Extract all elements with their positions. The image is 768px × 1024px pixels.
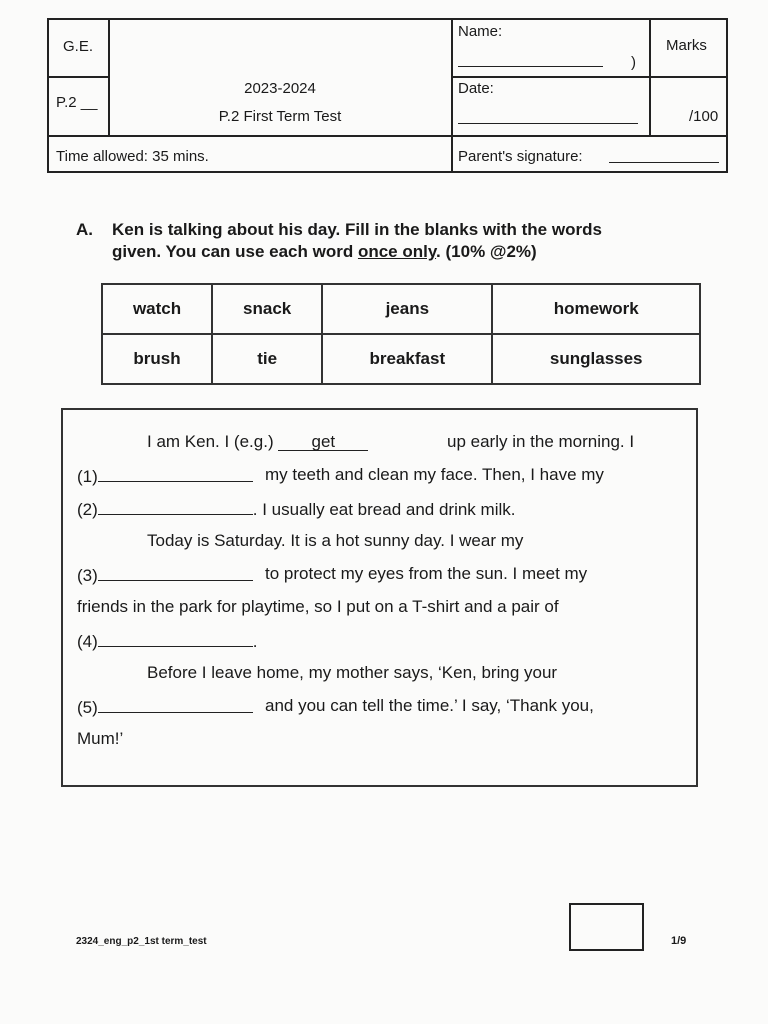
header-table (47, 18, 728, 173)
marks-total: /100 (689, 108, 719, 125)
blank-number: (2) (77, 500, 98, 519)
blank-4-field[interactable] (98, 630, 253, 647)
name-field[interactable] (458, 66, 603, 67)
passage-text: to protect my eyes from the sun. I meet my (265, 564, 588, 583)
word-bank-item: watch (102, 284, 212, 334)
passage-line (77, 498, 689, 520)
document-code: 2324_eng_p2_1st term_test (76, 936, 207, 947)
parent-signature-label: Parent's signature: (458, 148, 583, 165)
section-letter: A. (76, 220, 93, 239)
divider (49, 135, 726, 137)
passage-line (77, 564, 689, 586)
blank-number: (1) (77, 467, 98, 486)
word-bank-item: breakfast (322, 334, 492, 384)
instruction-text: given. You can use each word (112, 242, 358, 261)
word-bank-item: tie (212, 334, 322, 384)
divider (451, 76, 726, 78)
class-label: P.2 __ (56, 94, 98, 111)
word-bank-item: sunglasses (492, 334, 700, 384)
date-label: Date: (458, 80, 494, 97)
passage-text: . I usually eat bread and drink milk. (252, 500, 516, 519)
passage-text: friends in the park for playtime, so I put on a T-shirt and a pair of (77, 597, 559, 616)
parent-signature-field[interactable] (609, 162, 719, 163)
score-box[interactable] (569, 903, 644, 951)
blank-1-field[interactable] (98, 465, 253, 482)
once-only-emphasis: once only (357, 242, 437, 261)
passage-line (77, 696, 689, 718)
passage-text: my teeth and clean my face. Then, I have my (265, 465, 604, 484)
passage-line (77, 531, 689, 551)
passage-box (61, 408, 698, 787)
marks-label: Marks (666, 37, 707, 54)
instruction-marks: . (10% @2%) (436, 242, 537, 261)
divider (49, 76, 108, 78)
word-bank-item: brush (102, 334, 212, 384)
passage-text: up early in the morning. I (447, 432, 635, 451)
word-bank-row (102, 284, 700, 334)
divider (451, 20, 453, 171)
passage-text: Today is Saturday. It is a hot sunny day. I wear my (147, 531, 524, 550)
name-label: Name: (458, 23, 503, 40)
word-bank-item: jeans (322, 284, 492, 334)
blank-3-field[interactable] (98, 564, 253, 581)
time-allowed: Time allowed: 35 mins. (56, 148, 209, 165)
instruction-line-1: Ken is talking about his day. Fill in the blanks with the words (112, 220, 602, 239)
passage-text: Before I leave home, my mother says, ‘Ken, bring your (147, 663, 558, 682)
passage-line (77, 663, 689, 683)
instruction-line-2 (112, 241, 537, 263)
passage-line (77, 729, 689, 749)
blank-2-field[interactable] (98, 498, 253, 515)
test-title: P.2 First Term Test (218, 108, 342, 125)
name-paren: ) (631, 54, 636, 71)
school-year: 2023-2024 (244, 80, 316, 97)
blank-number: (5) (77, 698, 98, 717)
passage-text: I am Ken. I (e.g.) (147, 432, 274, 451)
passage-text: . (252, 632, 258, 651)
passage-text: Mum!’ (77, 729, 124, 748)
example-answer: get (278, 433, 368, 451)
passage-line (77, 597, 689, 617)
word-bank-row (102, 334, 700, 384)
passage-text: and you can tell the time.’ I say, ‘Thank you, (265, 696, 594, 715)
word-bank-item: snack (212, 284, 322, 334)
word-bank (101, 283, 701, 385)
blank-number: (3) (77, 566, 98, 585)
passage-line (77, 465, 689, 487)
subject-label: G.E. (63, 38, 94, 55)
passage-line (77, 630, 689, 652)
page-number: 1/9 (671, 935, 687, 947)
date-field[interactable] (458, 123, 638, 124)
passage-line (77, 432, 689, 452)
word-bank-item: homework (492, 284, 700, 334)
blank-5-field[interactable] (98, 696, 253, 713)
blank-number: (4) (77, 632, 98, 651)
